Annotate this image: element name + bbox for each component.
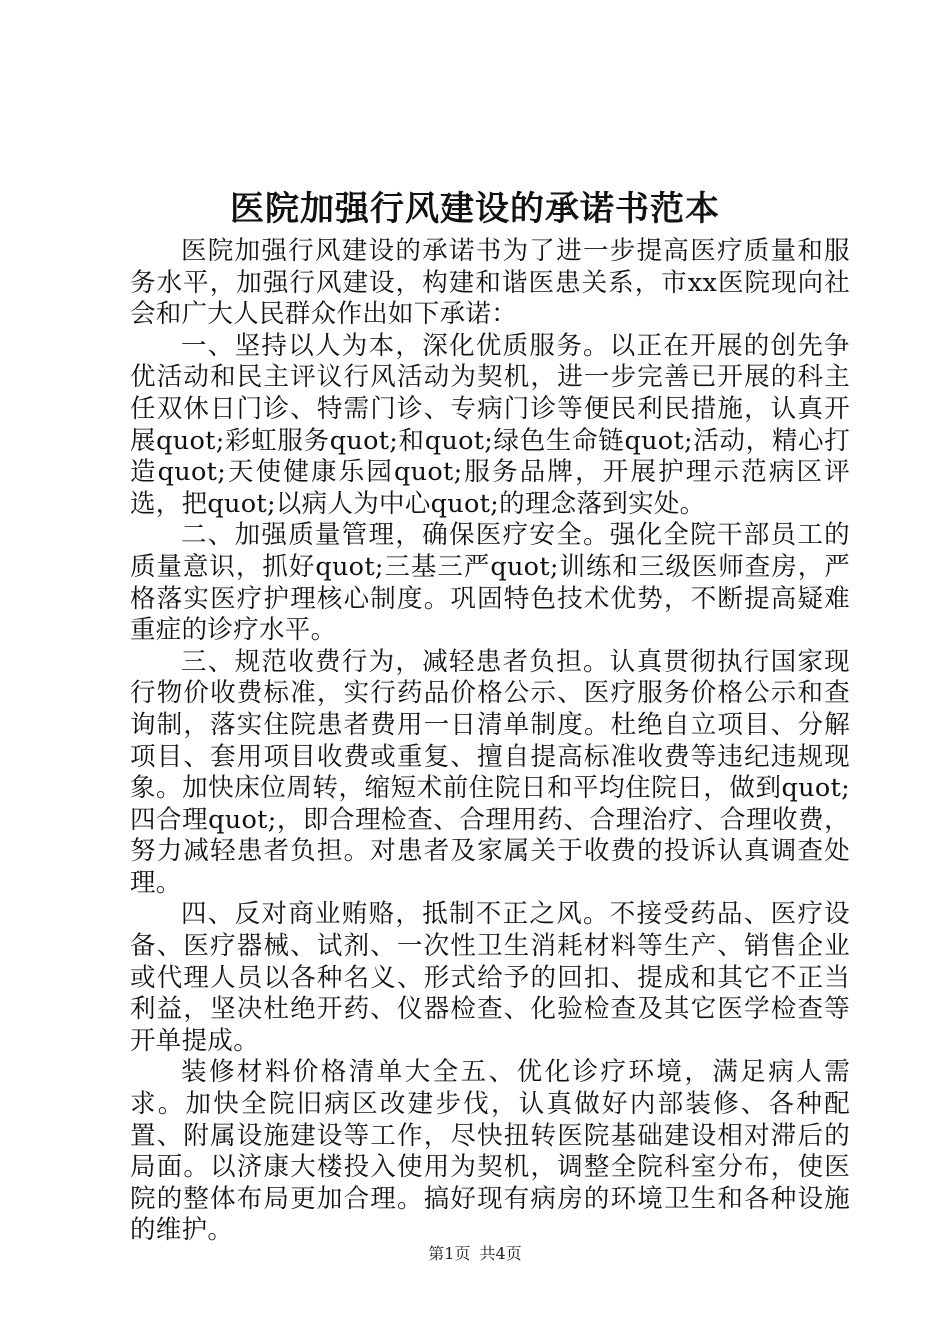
paragraph-4: 四、反对商业贿赂，抵制不正之风。不接受药品、医疗设备、医疗器械、试剂、一次性卫生消耗材料等生产、销售企业或代理人员以各种名义、形式给予的回扣、提成和其它不正当利益，坚决杜绝开药、仪器检查、化验检查及其它医学检查等开单提成。 xyxy=(130,899,850,1056)
paragraph-intro: 医院加强行风建设的承诺书为了进一步提高医疗质量和服务水平，加强行风建设，构建和谐医患关系，市xx医院现向社会和广大人民群众作出如下承诺： xyxy=(130,236,850,330)
page-footer xyxy=(0,1242,950,1266)
paragraph-3: 三、规范收费行为，减轻患者负担。认真贯彻执行国家现行物价收费标准，实行药品价格公示、医疗服务价格公示和查询制，落实住院患者费用一日清单制度。杜绝自立项目、分解项目、套用项目收费或重复、擅自提高标准收费等违纪违规现象。加快床位周转，缩短术前住院日和平均住院日，做到quot;四合理quot;，即合理检查、合理用药、合理治疗、合理收费，努力减轻患者负担。对患者及家属关于收费的投诉认真调查处理。 xyxy=(130,646,850,898)
page-total: 共4页 xyxy=(479,1244,522,1263)
paragraph-1: 一、坚持以人为本，深化优质服务。以正在开展的创先争优活动和民主评议行风活动为契机，进一步完善已开展的科主任双休日门诊、特需门诊、专病门诊等便民利民措施，认真开展quot;彩虹服务quot;和quot;绿色生命链quot;活动，精心打造quot;天使健康乐园quot;服务品牌，开展护理示范病区评选，把quot;以病人为中心quot;的理念落到实处。 xyxy=(130,330,850,519)
paragraph-5: 装修材料价格清单大全五、优化诊疗环境，满足病人需求。加快全院旧病区改建步伐，认真做好内部装修、各种配置、附属设施建设等工作，尽快扭转医院基础建设相对滞后的局面。以济康大楼投入使用为契机，调整全院科室分布，使医院的整体布局更加合理。搞好现有病房的环境卫生和各种设施的维护。 xyxy=(130,1057,850,1246)
document-body xyxy=(130,236,850,1247)
document-title: 医院加强行风建设的承诺书范本 xyxy=(230,189,720,229)
paragraph-2: 二、加强质量管理，确保医疗安全。强化全院干部员工的质量意识，抓好quot;三基三严quot;训练和三级医师查房，严格落实医疗护理核心制度。巩固特色技术优势，不断提高疑难重症的诊疗水平。 xyxy=(130,520,850,646)
page-number: 第1页 xyxy=(428,1244,471,1263)
